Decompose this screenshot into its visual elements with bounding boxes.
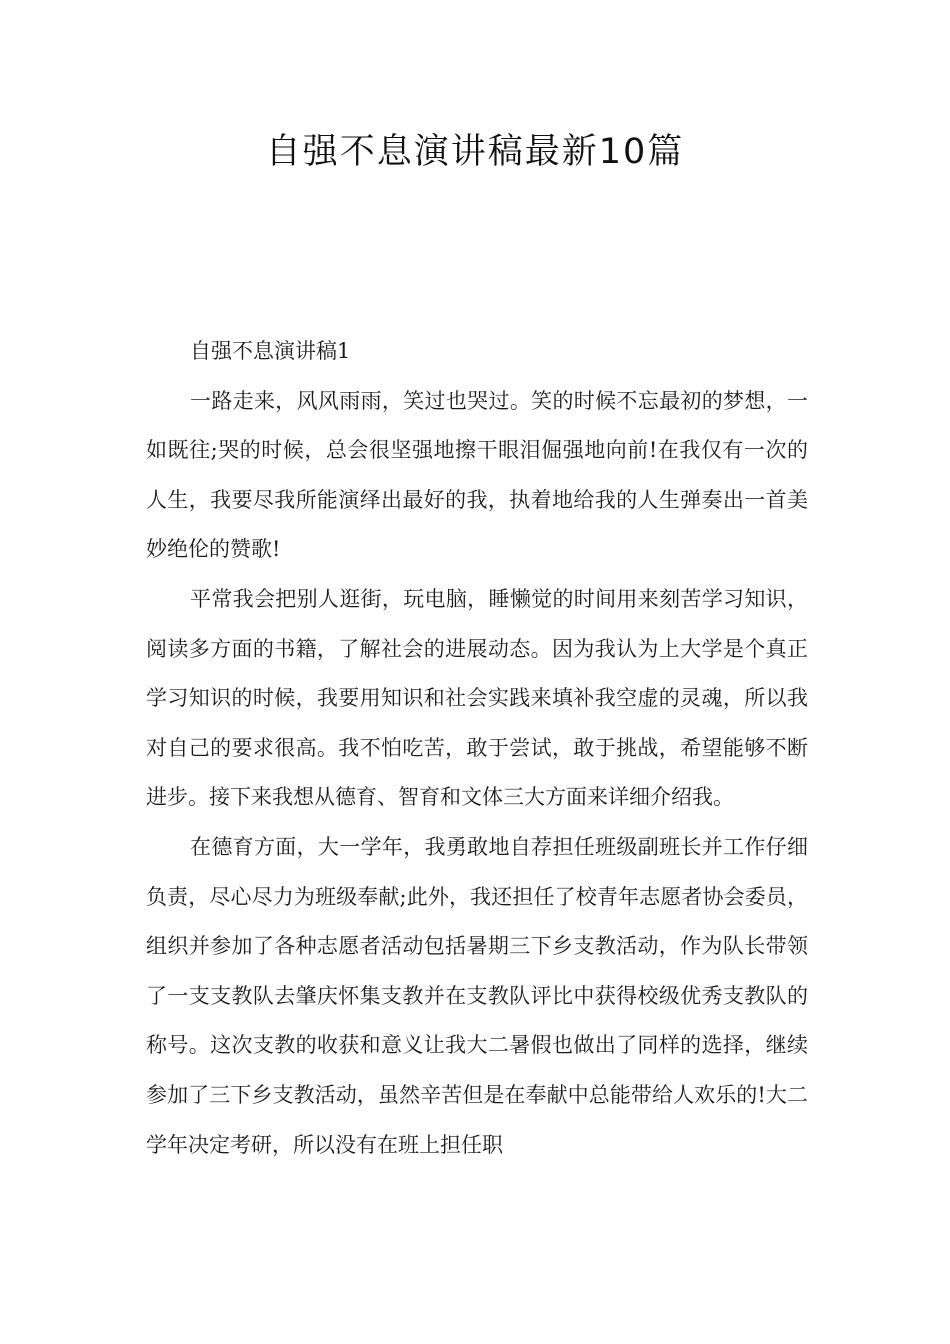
paragraph-3: 在德育方面，大一学年，我勇敢地自荐担任班级副班长并工作仔细负责，尽心尽力为班级奉献;此外，我还担任了校青年志愿者协会委员，组织并参加了各种志愿者活动包括暑期三下乡支教活动，作为队长带领了一支支教队去肇庆怀集支教并在支教队评比中获得校级优秀支教队的称号。这次支教的收获和意义让我大二暑假也做出了同样的选择，继续参加了三下乡支教活动，虽然辛苦但是在奉献中总能带给人欢乐的!大二学年决定考研，所以没有在班上担任职 xyxy=(146,834,808,1157)
document-title: 自强不息演讲稿最新10篇 xyxy=(265,132,685,172)
document-body xyxy=(146,327,808,1170)
section-heading: 自强不息演讲稿1 xyxy=(190,339,351,363)
paragraph-1: 一路走来，风风雨雨，笑过也哭过。笑的时候不忘最初的梦想，一如既往;哭的时候，总会很坚强地擦干眼泪倔强地向前!在我仅有一次的人生，我要尽我所能演绎出最好的我，执着地给我的人生弹奏出一首美妙绝伦的赞歌! xyxy=(146,388,808,562)
paragraph-2: 平常我会把别人逛街，玩电脑，睡懒觉的时间用来刻苦学习知识，阅读多方面的书籍，了解社会的进展动态。因为我认为上大学是个真正学习知识的时候，我要用知识和社会实践来填补我空虚的灵魂，所以我对自己的要求很高。我不怕吃苦，敢于尝试，敢于挑战，希望能够不断进步。接下来我想从德育、智育和文体三大方面来详细介绍我。 xyxy=(146,586,808,810)
